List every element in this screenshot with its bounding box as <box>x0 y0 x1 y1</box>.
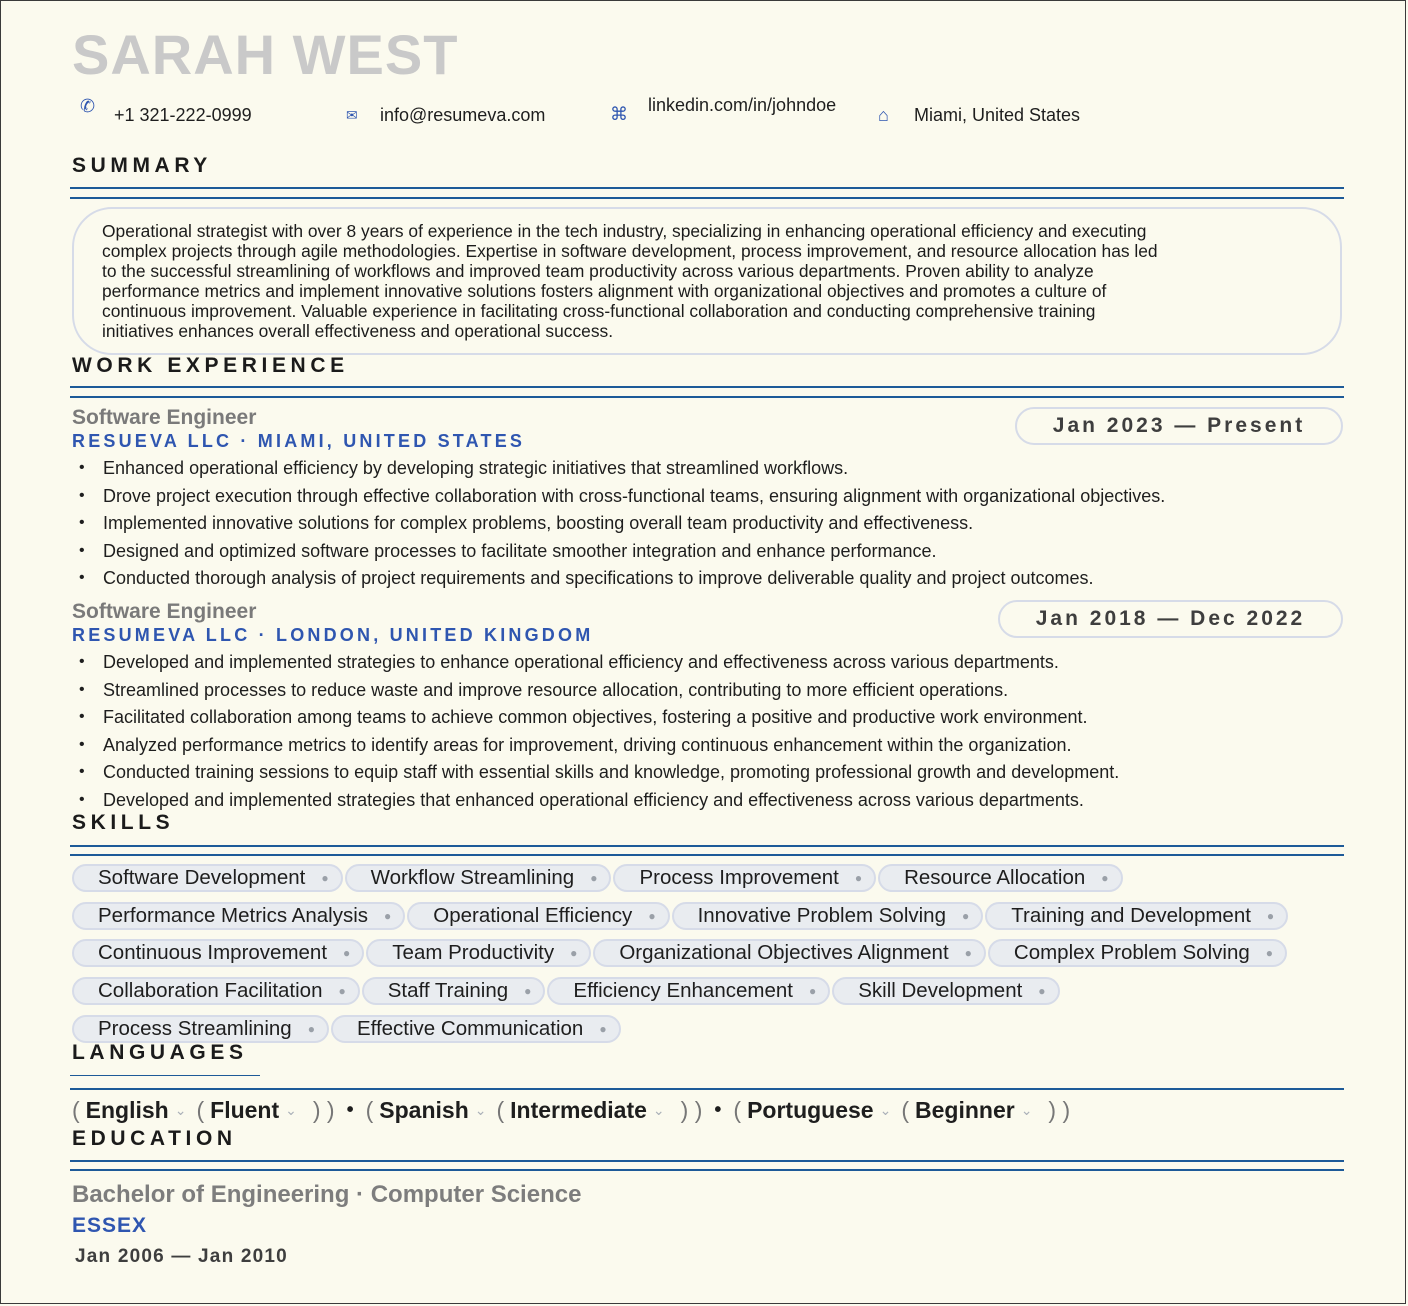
link-icon: ⌘ <box>610 104 628 124</box>
skills-row <box>72 864 1125 892</box>
skill-chip <box>985 902 1288 930</box>
skill-label: Effective Communication <box>356 1017 584 1040</box>
chevron-down-icon[interactable]: ⌄ <box>652 1102 665 1118</box>
summary-line: initiatives enhances overall effectiveness and operational success. <box>102 321 614 341</box>
skills-rule-top <box>70 845 1344 847</box>
skills-row <box>72 1015 623 1043</box>
job-bullet: • Analyzed performance metrics to identify areas for improvement, driving continuous enhancement within the organization. <box>72 734 1119 762</box>
skill-label: Training and Development <box>1011 904 1251 927</box>
skill-chip <box>366 939 591 967</box>
skill-chip <box>878 864 1122 892</box>
skill-label: Skill Development <box>858 979 1023 1002</box>
skill-chip <box>72 902 405 930</box>
skill-label: Workflow Streamlining <box>370 866 575 889</box>
skill-label: Team Productivity <box>392 941 555 964</box>
dot-icon: ● <box>384 909 392 923</box>
skill-chip <box>547 977 830 1005</box>
job-bullet: • Conducted thorough analysis of project requirements and specifications to improve deliverable quality and project outcomes. <box>72 567 1165 595</box>
job-bullets <box>72 457 1165 595</box>
skill-chip <box>72 864 343 892</box>
candidate-name: SARAH WEST <box>72 23 459 86</box>
job-bullet: • Implemented innovative solutions for complex problems, boosting overall team productivity and effectiveness. <box>72 512 1165 540</box>
dot-icon: ● <box>854 871 863 885</box>
dot-icon: ● <box>1266 909 1275 923</box>
chevron-down-icon[interactable]: ⌄ <box>474 1102 487 1118</box>
dot-icon: ● <box>338 984 346 998</box>
experience-rule-bottom <box>70 396 1344 398</box>
language-level[interactable]: Beginner <box>915 1097 1015 1123</box>
summary-line: Operational strategist with over 8 years of experience in the tech industry, specializing in enhancing operational efficiency and executing <box>102 221 1147 241</box>
skills-row <box>72 977 1062 1005</box>
dot-icon: ● <box>321 871 329 885</box>
experience-heading: WORK EXPERIENCE <box>72 354 349 377</box>
skill-label: Collaboration Facilitation <box>98 979 323 1002</box>
skill-label: Resource Allocation <box>904 866 1086 889</box>
job-company: RESUEVA LLC · MIAMI, UNITED STATES <box>72 431 526 451</box>
skill-chip <box>72 939 364 967</box>
education-degree: Bachelor of Engineering · Computer Science <box>72 1181 582 1208</box>
skill-chip <box>988 939 1287 967</box>
skill-label: Staff Training <box>387 979 509 1002</box>
education-rule-top <box>70 1160 1344 1162</box>
contact-email-text: info@resumeva.com <box>380 105 546 125</box>
skill-chip <box>832 977 1059 1005</box>
skill-label: Innovative Problem Solving <box>697 904 946 927</box>
email-icon: ✉ <box>346 107 358 123</box>
language-level[interactable]: Fluent <box>210 1097 280 1123</box>
contact-phone[interactable] <box>80 96 252 124</box>
skill-chip <box>362 977 546 1005</box>
dot-icon: ● <box>964 946 972 960</box>
contact-phone-text: +1 321-222-0999 <box>114 105 252 125</box>
contact-email[interactable] <box>346 96 545 124</box>
dot-icon: ● <box>808 984 817 998</box>
separator-dot: • <box>714 1099 722 1121</box>
job-dates: Jan 2018 — Dec 2022 <box>998 600 1343 638</box>
skill-label: Process Streamlining <box>98 1017 292 1040</box>
summary-box <box>72 207 1342 355</box>
job-bullets <box>72 651 1119 817</box>
job-bullet: • Designed and optimized software processes to facilitate smoother integration and enhance performance. <box>72 540 1165 568</box>
skill-label: Performance Metrics Analysis <box>98 904 369 927</box>
dot-icon: ● <box>1101 871 1109 885</box>
contact-location[interactable] <box>878 96 1080 126</box>
dot-icon: ● <box>343 946 351 960</box>
skill-chip <box>72 1015 329 1043</box>
dot-icon: ● <box>1265 946 1273 960</box>
experience-rule-top <box>70 386 1344 388</box>
language-name[interactable]: English <box>85 1097 169 1123</box>
skills-heading: SKILLS <box>72 811 175 834</box>
chevron-down-icon[interactable]: ⌄ <box>879 1102 892 1118</box>
contact-location-text: Miami, United States <box>914 105 1081 125</box>
phone-icon: ✆ <box>80 96 96 116</box>
dot-icon: ● <box>961 909 970 923</box>
contact-linkedin-text: linkedin.com/in/johndoe <box>648 95 837 115</box>
education-heading: EDUCATION <box>72 1127 237 1150</box>
languages-list: ( English ⌄ ( Fluent ⌄ ) ) • ( Spanish ⌄ ( Intermediate ⌄ ) ) • ( Portuguese ⌄ ( Beginner ⌄ ) ) <box>72 1097 1071 1123</box>
education-rule-bottom <box>70 1169 1344 1171</box>
job-title: Software Engineer <box>72 406 257 429</box>
skill-chip <box>72 977 360 1005</box>
dot-icon: ● <box>570 946 578 960</box>
skill-label: Operational Efficiency <box>433 904 633 927</box>
job-bullet: • Conducted training sessions to equip staff with essential skills and knowledge, promoting professional growth and development. <box>72 761 1119 789</box>
skill-label: Process Improvement <box>639 866 839 889</box>
skills-row <box>72 939 1289 967</box>
job-dates: Jan 2023 — Present <box>1015 407 1343 445</box>
chevron-down-icon[interactable]: ⌄ <box>174 1102 187 1118</box>
dot-icon: ● <box>599 1022 607 1036</box>
summary-line: complex projects through agile methodologies. Expertise in software development, process improvement, and resource allocation has led <box>102 241 1158 261</box>
education-dates: Jan 2006 — Jan 2010 <box>75 1246 288 1267</box>
job-bullet: • Developed and implemented strategies that enhanced operational efficiency and effectiveness across various departments. <box>72 789 1119 817</box>
skill-chip <box>613 864 876 892</box>
summary-line: to the successful streamlining of workflows and improved team productivity across various departments. Proven ability to analyze <box>102 261 1094 281</box>
summary-line: performance metrics and implement innovative solutions fosters alignment with organizational objectives and promotes a culture of <box>102 281 1107 301</box>
skill-label: Continuous Improvement <box>98 941 328 964</box>
skill-chip <box>345 864 612 892</box>
skill-label: Software Development <box>98 866 306 889</box>
skill-chip <box>672 902 984 930</box>
education-school: ESSEX <box>72 1214 148 1237</box>
job-bullet: • Facilitated collaboration among teams to achieve common objectives, fostering a positive and productive work environment. <box>72 706 1119 734</box>
skill-chip <box>593 939 986 967</box>
job-bullet: • Enhanced operational efficiency by developing strategic initiatives that streamlined workflows. <box>72 457 1165 485</box>
summary-rule-top <box>70 187 1344 189</box>
job-bullet: • Drove project execution through effective collaboration with cross-functional teams, ensuring alignment with organizational objectives. <box>72 485 1165 513</box>
contact-linkedin[interactable] <box>610 96 840 125</box>
language-level[interactable]: Intermediate <box>510 1097 647 1123</box>
dot-icon: ● <box>524 984 532 998</box>
summary-line: continuous improvement. Valuable experience in facilitating cross-functional collaboration and conducting comprehensive training <box>102 301 1096 321</box>
languages-rule-bottom <box>70 1088 1344 1090</box>
dot-icon: ● <box>590 871 598 885</box>
dot-icon: ● <box>307 1022 315 1036</box>
skill-label: Organizational Objectives Alignment <box>619 941 949 964</box>
job-title: Software Engineer <box>72 600 257 623</box>
summary-heading: SUMMARY <box>72 154 212 177</box>
job-company: RESUMEVA LLC · LONDON, UNITED KINGDOM <box>72 625 594 645</box>
languages-rule-top <box>70 1075 260 1076</box>
skill-label: Complex Problem Solving <box>1013 941 1250 964</box>
job-bullet: • Streamlined processes to reduce waste and improve resource allocation, contributing to more efficient operations. <box>72 679 1119 707</box>
languages-heading: LANGUAGES <box>72 1041 248 1064</box>
job-bullet: • Developed and implemented strategies to enhance operational efficiency and effectiveness across various departments. <box>72 651 1119 679</box>
skill-label: Efficiency Enhancement <box>573 979 793 1002</box>
separator-dot: • <box>346 1099 354 1121</box>
chevron-down-icon[interactable]: ⌄ <box>1020 1102 1033 1118</box>
home-icon: ⌂ <box>878 105 889 125</box>
skill-chip <box>331 1015 621 1043</box>
summary-rule-bottom <box>70 197 1344 199</box>
dot-icon: ● <box>648 909 656 923</box>
dot-icon: ● <box>1038 984 1046 998</box>
language-name[interactable]: Portuguese <box>747 1097 874 1123</box>
skill-chip <box>407 902 669 930</box>
language-name[interactable]: Spanish <box>379 1097 469 1123</box>
skills-rule-bottom <box>70 854 1344 856</box>
chevron-down-icon[interactable]: ⌄ <box>285 1102 297 1118</box>
skills-row <box>72 902 1290 930</box>
